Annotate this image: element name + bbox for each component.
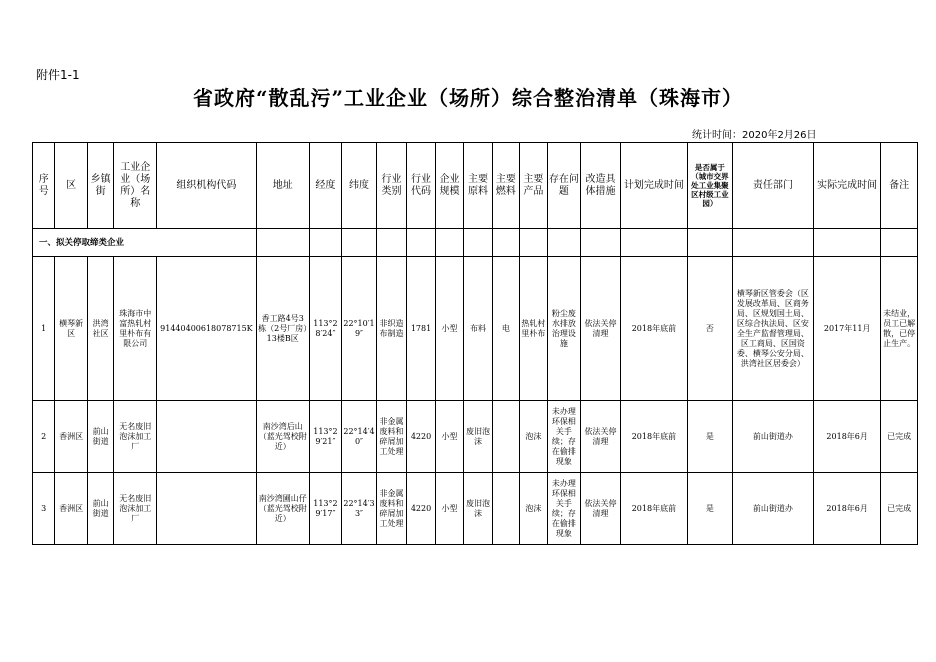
cell-dept: 前山街道办: [732, 401, 813, 473]
col-material: 主要原料: [464, 143, 492, 229]
cell-latitude: 22°14′33″: [342, 473, 377, 545]
col-scale: 企业规模: [435, 143, 463, 229]
table-row: [33, 473, 918, 545]
col-address: 地址: [256, 143, 309, 229]
col-company: 工业企业（场所）名称: [114, 143, 157, 229]
cell-measure: 依法关停清理: [581, 257, 621, 401]
cell-industry-code: 4220: [407, 401, 435, 473]
cell-remark: 已完成: [881, 473, 918, 545]
col-no: 序号: [33, 143, 55, 229]
cell-problem: 粉尘废水排放治理设施: [547, 257, 581, 401]
cell-latitude: 22°14′40″: [342, 401, 377, 473]
cell-plan-time: 2018年底前: [620, 401, 687, 473]
section-row: [33, 229, 918, 257]
cell-actual-time: 2018年6月: [814, 473, 881, 545]
cell-material: 废旧泡沫: [464, 473, 492, 545]
col-longitude: 经度: [309, 143, 342, 229]
col-dept: 责任部门: [732, 143, 813, 229]
cell-actual-time: 2017年11月: [814, 257, 881, 401]
cell-longitude: 113°29′17″: [309, 473, 342, 545]
cell-measure: 依法关停清理: [581, 473, 621, 545]
col-actual-time: 实际完成时间: [814, 143, 881, 229]
cell-remark: 未结业，员工已解散，已停止生产。: [881, 257, 918, 401]
table-row: [33, 257, 918, 401]
cell-org-code: 91440400618078715K: [157, 257, 257, 401]
header-row: [33, 143, 918, 229]
col-town: 乡镇街: [87, 143, 113, 229]
cell-measure: 依法关停清理: [581, 401, 621, 473]
cell-company: 无名废旧泡沫加工厂: [114, 401, 157, 473]
table-row: [33, 401, 918, 473]
rectification-table: [32, 142, 918, 545]
cell-remark: 已完成: [881, 401, 918, 473]
cell-in-park: 否: [687, 257, 732, 401]
cell-no: 2: [33, 401, 55, 473]
cell-fuel: [492, 473, 519, 545]
cell-no: 3: [33, 473, 55, 545]
cell-address: 南沙湾圃山仔（蓝光驾校附近）: [256, 473, 309, 545]
cell-org-code: [157, 473, 257, 545]
cell-company: 无名废旧泡沫加工厂: [114, 473, 157, 545]
col-industry-type: 行业类别: [376, 143, 407, 229]
cell-district: 香洲区: [55, 473, 88, 545]
cell-product: 泡沫: [520, 473, 547, 545]
cell-no: 1: [33, 257, 55, 401]
cell-industry-code: 4220: [407, 473, 435, 545]
cell-scale: 小型: [435, 473, 463, 545]
cell-industry-type: 非金属废料和碎屑加工处理: [376, 473, 407, 545]
col-measure: 改造具体措施: [581, 143, 621, 229]
cell-dept: 前山街道办: [732, 473, 813, 545]
cell-org-code: [157, 401, 257, 473]
statistics-time: 统计时间：2020年2月26日: [692, 130, 817, 141]
cell-longitude: 113°29′21″: [309, 401, 342, 473]
cell-scale: 小型: [435, 401, 463, 473]
cell-problem: 未办理环保相关手续；存在偷排现象: [547, 473, 581, 545]
col-problem: 存在问题: [547, 143, 581, 229]
cell-material: 布料: [464, 257, 492, 401]
col-fuel: 主要燃料: [492, 143, 519, 229]
cell-town: 洪湾社区: [87, 257, 113, 401]
cell-address: 南沙湾后山（蓝光驾校附近）: [256, 401, 309, 473]
cell-industry-code: 1781: [407, 257, 435, 401]
col-product: 主要产品: [520, 143, 547, 229]
col-org-code: 组织机构代码: [157, 143, 257, 229]
cell-industry-type: 非织造布制造: [376, 257, 407, 401]
cell-problem: 未办理环保相关手续；存在偷排现象: [547, 401, 581, 473]
cell-town: 前山街道: [87, 401, 113, 473]
attachment-label: 附件1-1: [36, 68, 80, 82]
col-remark: 备注: [881, 143, 918, 229]
cell-district: 香洲区: [55, 401, 88, 473]
cell-plan-time: 2018年底前: [620, 473, 687, 545]
cell-in-park: 是: [687, 401, 732, 473]
cell-address: 香工路4号3栋（2号厂房）13楼B区: [256, 257, 309, 401]
cell-district: 横琴新区: [55, 257, 88, 401]
cell-plan-time: 2018年底前: [620, 257, 687, 401]
cell-fuel: [492, 401, 519, 473]
col-latitude: 纬度: [342, 143, 377, 229]
cell-industry-type: 非金属废料和碎屑加工处理: [376, 401, 407, 473]
cell-town: 前山街道: [87, 473, 113, 545]
cell-product: 热轧村里朴布: [520, 257, 547, 401]
cell-in-park: 是: [687, 473, 732, 545]
col-plan-time: 计划完成时间: [620, 143, 687, 229]
document-title: 省政府“散乱污”工业企业（场所）综合整治清单（珠海市）: [192, 86, 743, 110]
cell-latitude: 22°10′19″: [342, 257, 377, 401]
cell-longitude: 113°28′24″: [309, 257, 342, 401]
cell-scale: 小型: [435, 257, 463, 401]
col-in-park: 是否属于（城市交界处工业集聚区村级工业园）: [687, 143, 732, 229]
cell-dept: 横琴新区管委会（区发展改革局、区商务局、区规划国土局、区综合执法局、区安全生产监督管理局、区工商局、区国资委、横琴公安分局、洪湾社区居委会）: [732, 257, 813, 401]
cell-material: 废旧泡沫: [464, 401, 492, 473]
cell-product: 泡沫: [520, 401, 547, 473]
cell-fuel: 电: [492, 257, 519, 401]
col-industry-code: 行业代码: [407, 143, 435, 229]
section-title: 一、拟关停取缔类企业: [33, 229, 257, 257]
col-district: 区: [55, 143, 88, 229]
cell-actual-time: 2018年6月: [814, 401, 881, 473]
cell-company: 珠海市中富热轧村里朴布有限公司: [114, 257, 157, 401]
